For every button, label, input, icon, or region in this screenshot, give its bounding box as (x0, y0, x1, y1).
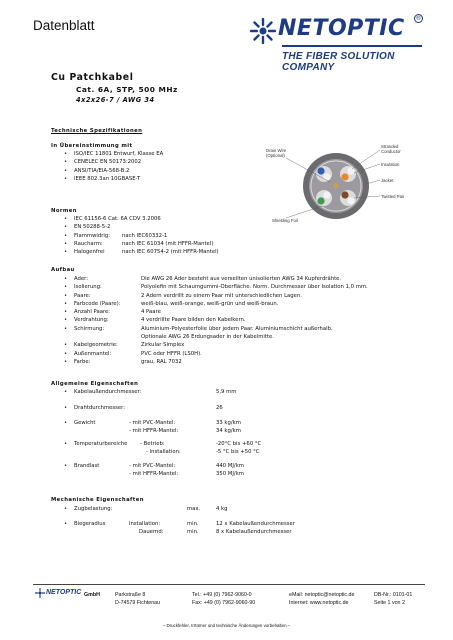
list-item: • Farbcode (Paare): weiß-blau, weiß-orange, weiß-grün und weiß-braun. (64, 301, 434, 309)
list-item: • Farbe: grau, RAL 7032 (64, 359, 434, 367)
logo-wordmark: NETOPTIC (278, 16, 405, 41)
footer-logo-starburst-icon (35, 588, 45, 598)
list-item: • Kabelgeometrie: Zirkular Simplex (64, 342, 434, 350)
list-item: • IEC 61156-6 Cat. 6A CDV 3.2006 (64, 216, 424, 224)
conformity-heading: In Übereinstimmung mit (51, 143, 133, 149)
list-item: • Flammwidrig: nach IEC60332-1 (64, 233, 424, 241)
list-item: • Temperaturbereiche - Betrieb: -20°C bis +60 °C (64, 441, 364, 449)
label-twisted-pair: Twisted Pair (381, 194, 405, 199)
footer-disclaimer: – Druckfehler, Irrtümer und technische Änderungen vorbehalten – (162, 623, 291, 628)
label-shielding-foil: Shielding Foil (272, 218, 298, 223)
product-title: Cu Patchkabel (51, 72, 134, 83)
list-item: • Paare: 2 Adern verdrillt zu einem Paar mit unterschiedlichen Lagen. (64, 293, 434, 301)
general-properties-heading: Allgemeine Eigenschaften (51, 381, 139, 387)
list-item: • Biegeradius Installation: min. 12 x Kabelaußendurchmesser (64, 521, 404, 529)
label-drain-wire: Drain Wire (266, 148, 287, 153)
footer-logo-wordmark: NETOPTIC (46, 589, 82, 596)
list-item: • Halogenfrei nach IEC 60754-2 (mit HFFR-Mantel) (64, 249, 424, 257)
footer-address-street: Parkstraße 8 (115, 592, 146, 598)
list-item: • Außenmantel: PVC oder HFFR (LS0H). (64, 351, 434, 359)
footer-address-city: D-74579 Fichtenau (115, 600, 161, 606)
drain-wire (334, 184, 339, 189)
footer-phone: Tel.: +49 (0) 7962-9060-0 (192, 592, 252, 598)
list-item: • Anzahl Paare: 4 Paare (64, 309, 434, 317)
product-subtitle: Cat. 6A, STP, 500 MHz (76, 85, 178, 94)
footer-fax: Fax: +49 (0) 7962-9060-90 (192, 600, 256, 606)
normen-heading: Normen (51, 208, 77, 214)
list-item: • Isolierung: Polyolefin mit Schaumgummi-Oberfläche. Norm. Durchmesser über Isolation 1,0 mm. (64, 284, 434, 292)
list-item: • IEEE 802.3an 10GBASE-T (64, 176, 163, 184)
list-item: • Brandlast - mit PVC-Mantel: 440 MJ/km (64, 463, 364, 471)
logo-rule (282, 45, 422, 47)
aufbau-list (64, 276, 434, 367)
footer-divider (33, 584, 425, 585)
tech-spec-heading: Technische Spezifikationen (51, 128, 143, 134)
footer-website[interactable]: Internet: www.netoptic.de (289, 600, 349, 606)
footer-gmbh: GmbH (84, 592, 100, 598)
twisted-pair-brown (340, 190, 356, 206)
document-title: Datenblatt (33, 18, 95, 33)
list-item: • ANSI/TIA/EIA-568-B.2 (64, 168, 163, 176)
list-item: • Raucharm: nach IEC 61034 (mit HFFR-Mantel) (64, 241, 424, 249)
registered-mark: ® (415, 15, 422, 22)
list-item: • Verdrahtung: 4 verdrillte Paare bilden den Kabelkern. (64, 317, 434, 325)
list-item: • ISO/IEC 11801 Entwurf, Klasse EA (64, 151, 163, 159)
list-item-continuation: Optionale AWG 26 Erdungsader in der Kabelmitte. (141, 334, 274, 341)
product-spec: 4x2x26-7 / AWG 34 (76, 96, 155, 104)
list-item-continuation: - mit HFFR-Mantel: 34 kg/km (129, 428, 241, 435)
list-item: • Drahtdurchmesser: 26 (64, 405, 364, 413)
mechanical-properties-list (64, 506, 404, 514)
list-item: • Zugbelastung: max. 4 kg (64, 506, 404, 514)
twisted-pair-orange (340, 166, 356, 182)
netoptic-logo (250, 16, 425, 74)
mechanical-properties-list (64, 521, 404, 538)
list-item: • Ader: Die AWG 26 Ader besteht aus verseilten unisolierten AWG 34 Kupferdrähte. (64, 276, 434, 284)
logo-starburst-icon (250, 18, 276, 44)
list-item: • CENELEC EN 50173:2002 (64, 159, 163, 167)
label-optional: (Optional) (266, 153, 285, 158)
list-item-continuation: - Installation: -5 °C bis +50 °C (146, 449, 260, 456)
twisted-pair-green (316, 190, 332, 206)
general-properties-list (64, 405, 364, 413)
footer-email[interactable]: eMail: netoptic@netoptic.de (289, 592, 355, 598)
label-insulation: Insulation (381, 162, 400, 167)
list-item: • Schirmung: Aluminium-Polyesterfolie über jedem Paar. Aluminiumschicht außerhalb. (64, 326, 434, 334)
footer-page-number: Seite 1 von 2 (374, 600, 405, 606)
list-item: • EN 50288-5-2 (64, 224, 424, 232)
aufbau-heading: Aufbau (51, 267, 75, 273)
conformity-list (64, 151, 163, 184)
general-properties-list (64, 420, 364, 437)
list-item-continuation: - mit HFFR-Mantel: 350 MJ/km (129, 471, 244, 478)
twisted-pair-blue (316, 166, 332, 182)
label-stranded: Stranded (381, 144, 399, 149)
general-properties-list (64, 441, 364, 458)
general-properties-list (64, 389, 364, 397)
label-conductor: Conductor (381, 149, 401, 154)
label-jacket: Jacket (381, 178, 394, 183)
general-properties-list (64, 463, 364, 480)
list-item-continuation: Dauernd: min. 8 x Kabelaußendurchmesser (139, 529, 292, 536)
mechanical-properties-heading: Mechanische Eigenschaften (51, 497, 144, 503)
logo-tagline: THE FIBER SOLUTION COMPANY (282, 51, 395, 73)
list-item: • Kabelaußendurchmesser: 5,9 mm (64, 389, 364, 397)
list-item: • Gewicht - mit PVC-Mantel: 33 kg/km (64, 420, 364, 428)
normen-list (64, 216, 424, 257)
footer-doc-number: DB-Nr.: 0101-01 (374, 592, 413, 598)
